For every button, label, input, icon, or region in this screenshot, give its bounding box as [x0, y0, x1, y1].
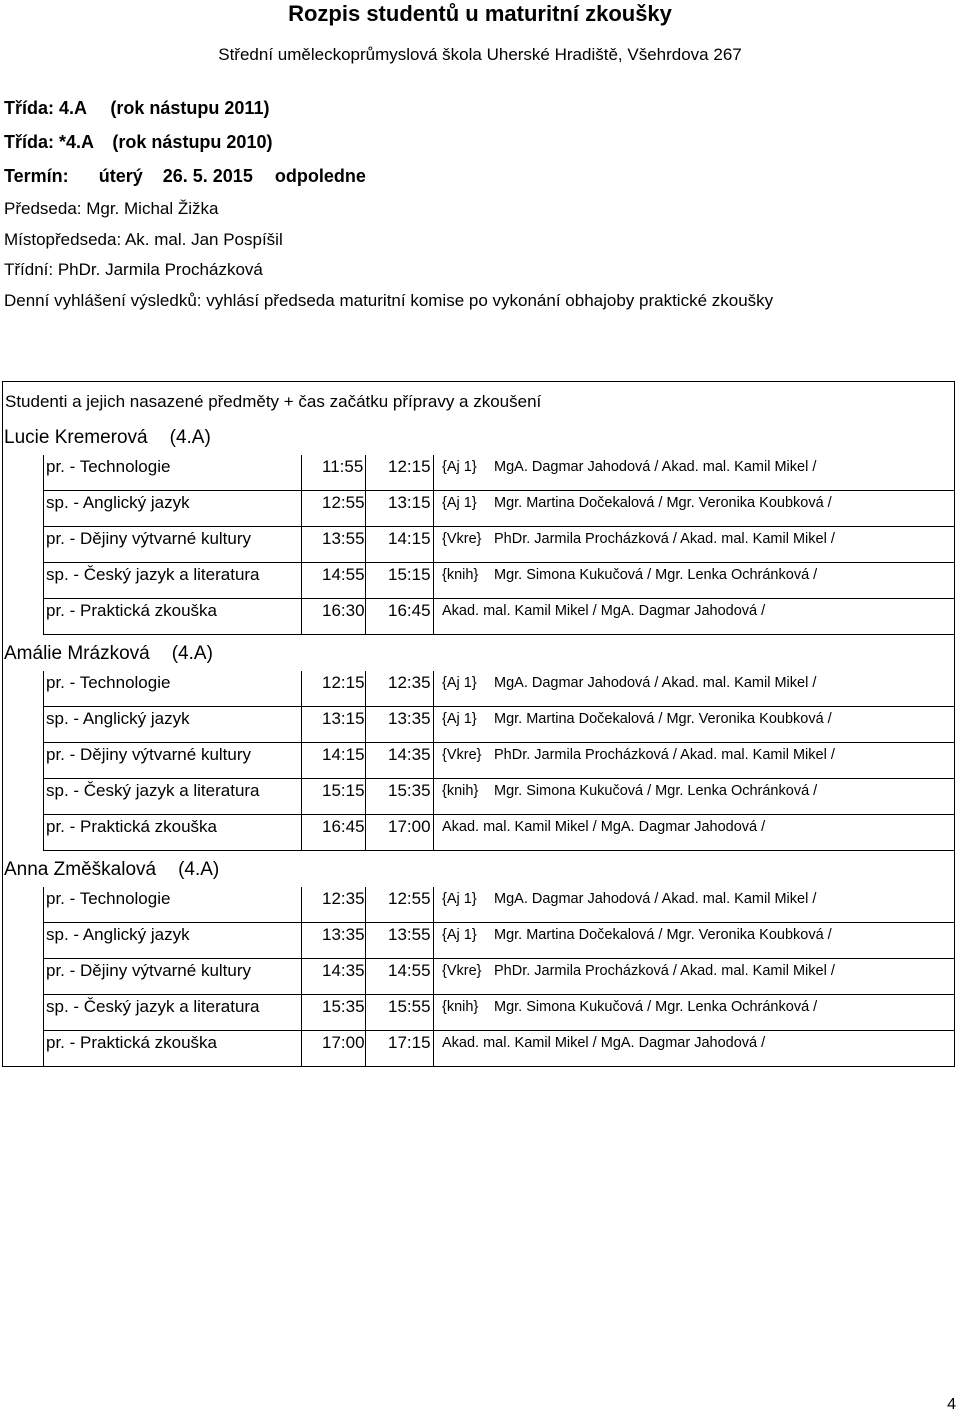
exam-time: 12:55	[365, 887, 433, 923]
results-line: Denní vyhlášení výsledků: vyhlásí předseda maturitní komise po vykonání obhajoby praktické zkoušky	[4, 291, 774, 310]
exam-prep-time: 15:35	[301, 995, 365, 1031]
class-line-2	[4, 131, 272, 153]
exam-time: 14:35	[365, 743, 433, 779]
exam-time: 15:55	[365, 995, 433, 1031]
schedule-heading: Studenti a jejich nasazené předměty + čas začátku přípravy a zkoušení	[5, 392, 542, 411]
exam-room: {Vkre}	[442, 531, 482, 547]
exam-subject: sp. - Anglický jazyk	[43, 707, 301, 743]
vice-chair-line: Místopředseda: Ak. mal. Jan Pospíšil	[4, 230, 283, 249]
exam-examiners: PhDr. Jarmila Procházková / Akad. mal. Kamil Mikel /	[494, 531, 835, 547]
exam-examiners: Akad. mal. Kamil Mikel / MgA. Dagmar Jahodová /	[433, 1031, 955, 1067]
exam-subject: pr. - Praktická zkouška	[43, 1031, 301, 1067]
exam-subject: sp. - Anglický jazyk	[43, 491, 301, 527]
exam-examiners: Akad. mal. Kamil Mikel / MgA. Dagmar Jahodová /	[433, 599, 955, 635]
student-name-text: Anna Změškalová	[4, 859, 157, 880]
exam-subject: pr. - Technologie	[43, 887, 301, 923]
exam-room: {Vkre}	[442, 963, 482, 979]
term-line	[4, 165, 366, 187]
exam-examiners: Mgr. Martina Dočekalová / Mgr. Veronika Koubková /	[494, 711, 832, 727]
exam-time: 15:35	[365, 779, 433, 815]
exam-room-examiners	[433, 491, 955, 527]
exam-row	[43, 1031, 955, 1067]
exam-row	[43, 599, 955, 635]
exam-prep-time: 14:15	[301, 743, 365, 779]
exam-room-examiners	[433, 959, 955, 995]
exam-subject: pr. - Technologie	[43, 671, 301, 707]
exam-time: 13:15	[365, 491, 433, 527]
exam-prep-time: 15:15	[301, 779, 365, 815]
exam-room: {knih}	[442, 567, 479, 583]
term-part: odpoledne	[274, 166, 366, 186]
chair-line: Předseda: Mgr. Michal Žižka	[4, 199, 219, 218]
exam-subject: sp. - Český jazyk a literatura	[43, 563, 301, 599]
exam-room-examiners	[433, 455, 955, 491]
student-class: (4.A)	[169, 427, 211, 448]
exam-room-examiners	[433, 671, 955, 707]
exam-room-examiners	[433, 563, 955, 599]
exam-time: 14:15	[365, 527, 433, 563]
class-year: (rok nástupu 2011)	[110, 98, 270, 118]
exam-prep-time: 12:35	[301, 887, 365, 923]
term-label: Termín:	[4, 166, 69, 186]
exam-room-examiners	[433, 527, 955, 563]
class-value: *4.A	[59, 132, 94, 152]
exam-room-examiners	[433, 923, 955, 959]
exam-subject: pr. - Dějiny výtvarné kultury	[43, 527, 301, 563]
exam-time: 14:55	[365, 959, 433, 995]
exam-examiners: PhDr. Jarmila Procházková / Akad. mal. Kamil Mikel /	[494, 747, 835, 763]
exam-examiners: MgA. Dagmar Jahodová / Akad. mal. Kamil Mikel /	[494, 459, 817, 475]
exam-prep-time: 14:35	[301, 959, 365, 995]
term-day: úterý	[98, 166, 143, 186]
exam-subject: pr. - Dějiny výtvarné kultury	[43, 959, 301, 995]
term-date: 26. 5. 2015	[162, 166, 253, 186]
exam-examiners: MgA. Dagmar Jahodová / Akad. mal. Kamil Mikel /	[494, 675, 817, 691]
exam-room: {Aj 1}	[442, 495, 477, 511]
exam-row	[43, 563, 955, 599]
exam-prep-time: 13:35	[301, 923, 365, 959]
exam-row	[43, 887, 955, 923]
exam-prep-time: 12:55	[301, 491, 365, 527]
exam-prep-time: 11:55	[301, 455, 365, 491]
school-name	[0, 44, 960, 66]
exam-subject: sp. - Český jazyk a literatura	[43, 995, 301, 1031]
exam-time: 17:15	[365, 1031, 433, 1067]
class-label: Třída:	[4, 132, 55, 152]
class-teacher-line: Třídní: PhDr. Jarmila Procházková	[4, 260, 263, 279]
exam-row	[43, 995, 955, 1031]
exam-time: 12:35	[365, 671, 433, 707]
page-title	[0, 0, 960, 28]
exam-room: {Vkre}	[442, 747, 482, 763]
exam-room-examiners	[433, 743, 955, 779]
student-class: (4.A)	[171, 643, 213, 664]
exam-row	[43, 455, 955, 491]
exam-subject: sp. - Anglický jazyk	[43, 923, 301, 959]
student-name-text: Amálie Mrázková	[4, 643, 150, 664]
exam-row	[43, 671, 955, 707]
exam-subject: pr. - Technologie	[43, 455, 301, 491]
exam-examiners: MgA. Dagmar Jahodová / Akad. mal. Kamil Mikel /	[494, 891, 817, 907]
student-class: (4.A)	[178, 859, 220, 880]
exam-row	[43, 527, 955, 563]
school-name-text: Střední uměleckoprůmyslová škola Uherské Hradiště, Všehrdova 267	[218, 45, 742, 64]
exam-prep-time: 16:45	[301, 815, 365, 851]
exam-prep-time: 13:55	[301, 527, 365, 563]
exam-examiners: Mgr. Simona Kukučová / Mgr. Lenka Ochránková /	[494, 783, 818, 799]
class-value: 4.A	[59, 98, 87, 118]
page-number: 4	[947, 1396, 956, 1413]
exam-row	[43, 491, 955, 527]
exam-subject: pr. - Praktická zkouška	[43, 815, 301, 851]
exam-room: {Aj 1}	[442, 459, 477, 475]
schedule-box	[2, 381, 955, 1067]
exam-prep-time: 17:00	[301, 1031, 365, 1067]
exam-examiners: Mgr. Simona Kukučová / Mgr. Lenka Ochránková /	[494, 567, 818, 583]
exam-subject: pr. - Praktická zkouška	[43, 599, 301, 635]
exam-examiners: PhDr. Jarmila Procházková / Akad. mal. Kamil Mikel /	[494, 963, 835, 979]
exam-examiners: Mgr. Simona Kukučová / Mgr. Lenka Ochránková /	[494, 999, 818, 1015]
exam-room-examiners	[433, 779, 955, 815]
exam-room: {Aj 1}	[442, 675, 477, 691]
exam-row	[43, 959, 955, 995]
exam-examiners: Akad. mal. Kamil Mikel / MgA. Dagmar Jahodová /	[433, 815, 955, 851]
exam-prep-time: 13:15	[301, 707, 365, 743]
exam-room: {Aj 1}	[442, 927, 477, 943]
exam-prep-time: 16:30	[301, 599, 365, 635]
exam-room-examiners	[433, 707, 955, 743]
class-year: (rok nástupu 2010)	[112, 132, 273, 152]
exam-prep-time: 12:15	[301, 671, 365, 707]
exam-room: {Aj 1}	[442, 891, 477, 907]
exam-time: 13:55	[365, 923, 433, 959]
exam-row	[43, 923, 955, 959]
exam-room-examiners	[433, 995, 955, 1031]
exam-examiners: Mgr. Martina Dočekalová / Mgr. Veronika Koubková /	[494, 495, 832, 511]
class-line-1	[4, 97, 269, 119]
student-name-text: Lucie Kremerová	[4, 427, 148, 448]
exam-time: 15:15	[365, 563, 433, 599]
exam-examiners: Mgr. Martina Dočekalová / Mgr. Veronika Koubková /	[494, 927, 832, 943]
exam-prep-time: 14:55	[301, 563, 365, 599]
exam-room-examiners	[433, 887, 955, 923]
exam-room: {knih}	[442, 783, 479, 799]
exam-row	[43, 707, 955, 743]
page-title-text: Rozpis studentů u maturitní zkoušky	[288, 1, 672, 26]
exam-time: 16:45	[365, 599, 433, 635]
student-name	[4, 859, 219, 881]
exam-time: 12:15	[365, 455, 433, 491]
exam-subject: sp. - Český jazyk a literatura	[43, 779, 301, 815]
exam-room: {Aj 1}	[442, 711, 477, 727]
exam-row	[43, 779, 955, 815]
exam-time: 13:35	[365, 707, 433, 743]
student-name	[4, 427, 211, 449]
student-name	[4, 643, 213, 665]
exam-subject: pr. - Dějiny výtvarné kultury	[43, 743, 301, 779]
class-label: Třída:	[4, 98, 55, 118]
exam-time: 17:00	[365, 815, 433, 851]
exam-row	[43, 815, 955, 851]
exam-room: {knih}	[442, 999, 479, 1015]
exam-row	[43, 743, 955, 779]
